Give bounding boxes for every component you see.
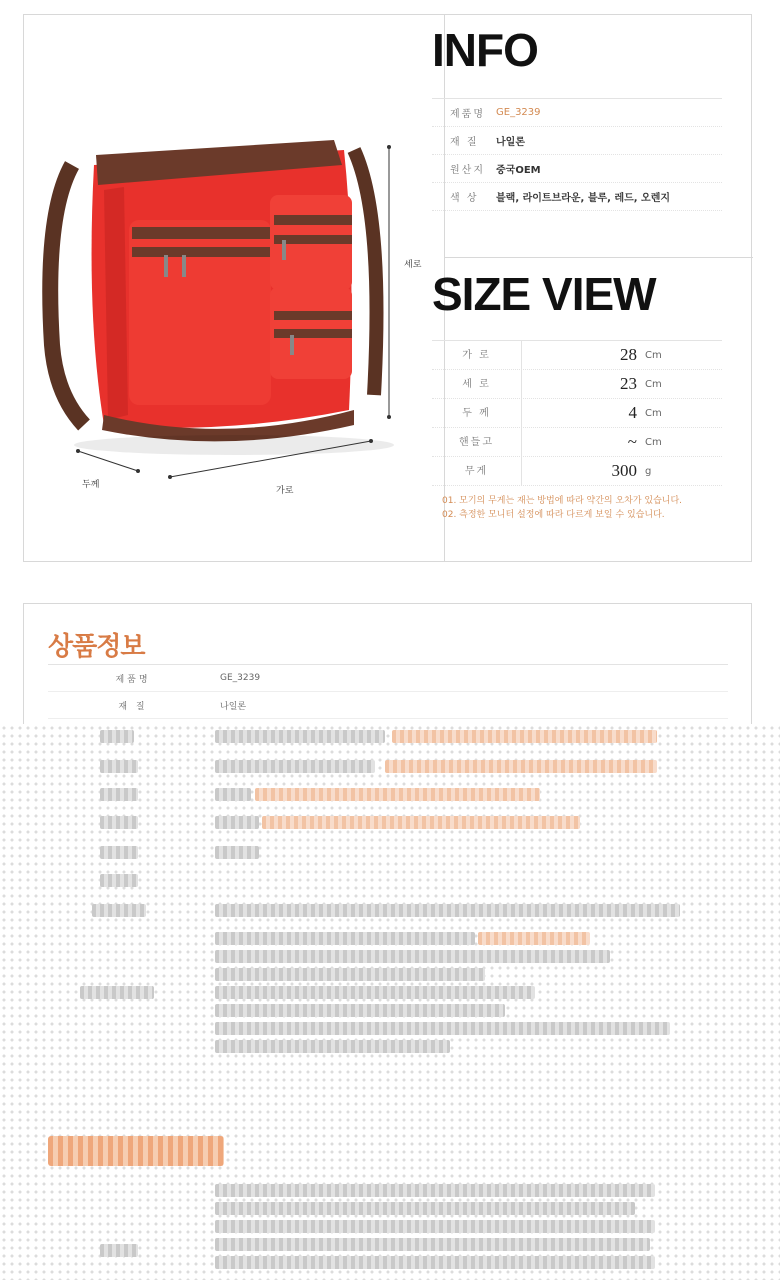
product-photo: [24, 15, 444, 561]
obscured-content: [0, 724, 780, 1280]
row-key: 재 질: [118, 701, 148, 712]
info-row: [432, 155, 722, 183]
size-row: [432, 370, 722, 399]
height-label: 세로: [404, 260, 422, 270]
size-row: [432, 457, 722, 486]
info-key: 제품명: [450, 109, 485, 120]
width-label: 가로: [276, 486, 294, 496]
size-key: 가 로: [432, 341, 522, 369]
info-row: [432, 99, 722, 127]
row-key: 제품명: [115, 674, 151, 685]
size-value: 4: [628, 403, 637, 422]
info-value: GE_3239: [496, 107, 541, 118]
size-unit: Cm: [645, 349, 662, 361]
size-key: 세 로: [432, 370, 522, 398]
size-key: 핸들고: [432, 428, 522, 456]
divider: [445, 257, 753, 258]
size-unit: Cm: [645, 378, 662, 390]
size-unit: Cm: [645, 407, 662, 419]
size-unit: g: [645, 465, 652, 477]
size-note: 01. 모기의 무게는 재는 방법에 따라 약간의 오차가 있습니다.: [442, 496, 683, 506]
size-view-section: [432, 268, 722, 522]
size-value: ~: [627, 432, 637, 451]
size-row: [432, 428, 722, 457]
size-value: 28: [620, 345, 637, 364]
info-value: 중국OEM: [496, 165, 541, 176]
info-title: INFO: [432, 24, 538, 76]
size-value: 300: [611, 461, 637, 480]
size-key: 두 께: [432, 399, 522, 427]
size-note: 02. 측정한 모니터 설정에 따라 다르게 보일 수 있습니다.: [442, 510, 665, 520]
info-key: 재 질: [450, 137, 479, 148]
info-value: 나일론: [496, 137, 525, 148]
size-value: 23: [620, 374, 637, 393]
table-row: [48, 692, 728, 719]
row-value: GE_3239: [220, 673, 261, 683]
info-section: [432, 24, 722, 211]
size-row: [432, 341, 722, 370]
size-key: 무게: [432, 457, 522, 485]
table-row: [48, 665, 728, 692]
size-row: [432, 399, 722, 428]
info-table: [432, 98, 722, 211]
depth-label: 두께: [82, 480, 100, 490]
product-info-table: [48, 664, 728, 719]
row-value: 나일론: [220, 701, 247, 712]
info-key: 색 상: [450, 193, 479, 204]
product-info-title: 상품정보: [48, 632, 145, 662]
size-notes: [432, 494, 722, 522]
info-row: [432, 127, 722, 155]
size-unit: Cm: [645, 436, 662, 448]
info-key: 원산지: [450, 165, 485, 176]
info-value: 블랙, 라이트브라운, 블루, 레드, 오렌지: [496, 193, 671, 204]
size-view-title: SIZE VIEW: [432, 268, 656, 320]
size-table: [432, 340, 722, 486]
info-row: [432, 183, 722, 211]
